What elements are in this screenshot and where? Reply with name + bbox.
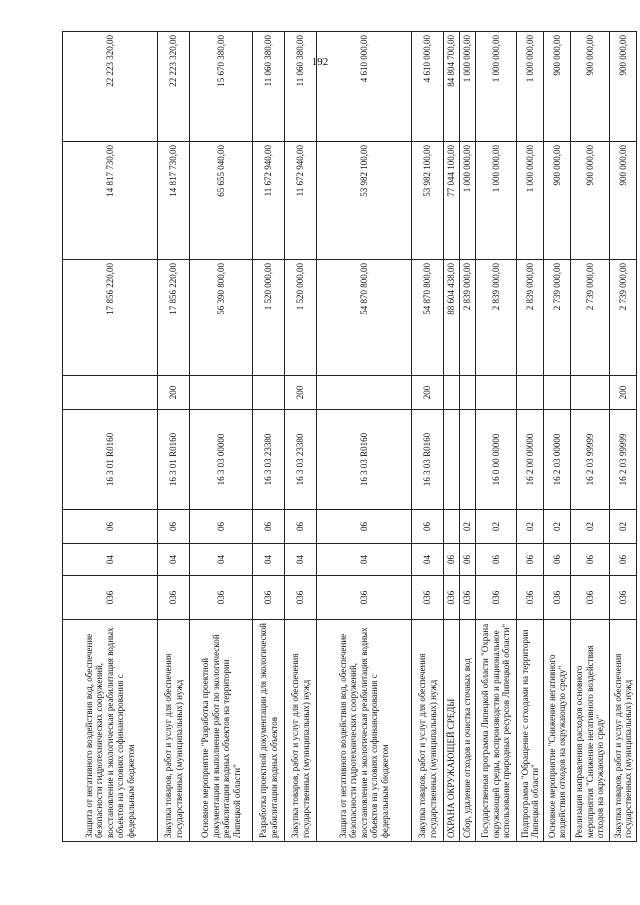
cell-v3: 1 000 000,00: [517, 32, 544, 142]
cell-csr: 16 3 03 R0160: [412, 410, 444, 510]
cell-v2: 11 672 940,00: [253, 142, 285, 260]
cell-v3: 1 000 000,00: [476, 32, 517, 142]
cell-rz: 06: [544, 544, 571, 576]
cell-name: ОХРАНА ОКРУЖАЮЩЕЙ СРЕДЫ: [444, 620, 460, 842]
table-row: [544, 32, 571, 842]
cell-grbs: 036: [517, 576, 544, 620]
cell-rz: 04: [253, 544, 285, 576]
cell-name: Сбор, удаление отходов и очистка сточных вод: [460, 620, 476, 842]
cell-v2: 14 817 730,00: [63, 142, 158, 260]
cell-grbs: 036: [460, 576, 476, 620]
cell-rz: 06: [444, 544, 460, 576]
cell-name: Разработка проектной документации для экологической реабилитации водных объектов: [253, 620, 285, 842]
cell-vr: 200: [158, 376, 190, 410]
cell-pr: 02: [517, 510, 544, 544]
cell-v1: 2 839 000,00: [476, 260, 517, 376]
cell-v2: 53 982 100,00: [317, 142, 412, 260]
cell-rz: 06: [571, 544, 610, 576]
cell-csr: 16 2 00 00000: [517, 410, 544, 510]
table-row: [190, 32, 253, 842]
cell-grbs: 036: [544, 576, 571, 620]
cell-v1: 88 604 438,00: [444, 260, 460, 376]
cell-v2: 65 655 040,00: [190, 142, 253, 260]
cell-v2: 900 000,00: [571, 142, 610, 260]
cell-pr: 02: [610, 510, 637, 544]
cell-grbs: 036: [571, 576, 610, 620]
cell-grbs: 036: [476, 576, 517, 620]
cell-v2: 1 000 000,00: [460, 142, 476, 260]
cell-csr: [444, 410, 460, 510]
page-number: 192: [311, 56, 329, 68]
table-row: [610, 32, 637, 842]
cell-v1: 2 739 000,00: [544, 260, 571, 376]
cell-vr: [571, 376, 610, 410]
cell-v1: 2 739 000,00: [610, 260, 637, 376]
budget-table: [62, 31, 637, 842]
table-row: [63, 32, 158, 842]
cell-pr: 02: [460, 510, 476, 544]
cell-name: Закупка товаров, работ и услуг для обеспечения государственных (муниципальных) нужд: [158, 620, 190, 842]
cell-v2: 1 000 000,00: [476, 142, 517, 260]
cell-pr: [444, 510, 460, 544]
cell-grbs: 036: [63, 576, 158, 620]
cell-name: Защита от негативного воздействия вод, обеспечение безопасности гидротехнических сооружений, восстановление и экологическая реабилитация водных объектов на условиях софинансирования с федеральным бюджетом: [317, 620, 412, 842]
cell-v2: 900 000,00: [544, 142, 571, 260]
cell-csr: 16 3 03 R0160: [317, 410, 412, 510]
cell-name: Закупка товаров, работ и услуг для обеспечения государственных (муниципальных) нужд: [412, 620, 444, 842]
table-row: [444, 32, 460, 842]
table-body: [63, 32, 637, 842]
cell-rz: 06: [610, 544, 637, 576]
cell-csr: 16 3 03 00000: [190, 410, 253, 510]
table-row: [317, 32, 412, 842]
cell-csr: 16 0 00 00000: [476, 410, 517, 510]
cell-csr: 16 3 01 R0160: [158, 410, 190, 510]
cell-vr: [63, 376, 158, 410]
cell-v3: 1 000 000,00: [460, 32, 476, 142]
cell-v1: 2 739 000,00: [571, 260, 610, 376]
cell-csr: 16 2 03 00000: [544, 410, 571, 510]
cell-grbs: 036: [412, 576, 444, 620]
cell-v3: 900 000,00: [610, 32, 637, 142]
cell-vr: [317, 376, 412, 410]
cell-v1: 17 856 220,00: [158, 260, 190, 376]
cell-v3: 22 223 320,00: [158, 32, 190, 142]
table-row: [571, 32, 610, 842]
table-row: [253, 32, 285, 842]
cell-v3: 84 804 700,00: [444, 32, 460, 142]
cell-v1: 56 390 800,00: [190, 260, 253, 376]
cell-csr: 16 2 03 99999: [610, 410, 637, 510]
cell-v3: 11 060 380,00: [253, 32, 285, 142]
cell-v3: 22 223 320,00: [63, 32, 158, 142]
cell-v1: 54 870 800,00: [317, 260, 412, 376]
cell-pr: 06: [317, 510, 412, 544]
cell-grbs: 036: [610, 576, 637, 620]
cell-v3: 900 000,00: [571, 32, 610, 142]
cell-name: Реализация направления расходов основного мероприятия "Снижение негативного воздействия отходов на окружающую среду": [571, 620, 610, 842]
cell-v1: 1 520 000,00: [253, 260, 285, 376]
cell-rz: 04: [412, 544, 444, 576]
cell-name: Основное мероприятие "Разработка проектной документации и выполнение работ по экологической реабилитации водных объектов на территории Липецкой области": [190, 620, 253, 842]
cell-vr: 200: [610, 376, 637, 410]
cell-rz: 06: [476, 544, 517, 576]
cell-v3: 11 060 380,00: [285, 32, 317, 142]
cell-v3: 4 610 000,00: [412, 32, 444, 142]
cell-grbs: 036: [444, 576, 460, 620]
cell-vr: [517, 376, 544, 410]
cell-vr: [460, 376, 476, 410]
cell-v3: 900 000,00: [544, 32, 571, 142]
rotated-table-frame: [62, 32, 633, 842]
cell-vr: [253, 376, 285, 410]
cell-name: Закупка товаров, работ и услуг для обеспечения государственных (муниципальных) нужд: [610, 620, 637, 842]
cell-rz: 04: [63, 544, 158, 576]
cell-rz: 06: [517, 544, 544, 576]
table-row: [476, 32, 517, 842]
table-row: [460, 32, 476, 842]
rotated-table-inner: [62, 32, 633, 842]
cell-name: Основное мероприятие "Снижение негативного воздействия отходов на окружающую среду": [544, 620, 571, 842]
cell-rz: 04: [158, 544, 190, 576]
cell-rz: 06: [460, 544, 476, 576]
cell-pr: 06: [253, 510, 285, 544]
cell-rz: 04: [285, 544, 317, 576]
cell-grbs: 036: [158, 576, 190, 620]
cell-csr: 16 2 03 99999: [571, 410, 610, 510]
cell-v2: 900 000,00: [610, 142, 637, 260]
cell-vr: [190, 376, 253, 410]
cell-rz: 04: [190, 544, 253, 576]
cell-grbs: 036: [190, 576, 253, 620]
cell-v3: 4 610 000,00: [317, 32, 412, 142]
cell-v1: 1 520 000,00: [285, 260, 317, 376]
cell-v2: 77 044 100,00: [444, 142, 460, 260]
cell-v1: 54 870 800,00: [412, 260, 444, 376]
cell-pr: 06: [63, 510, 158, 544]
cell-pr: 06: [285, 510, 317, 544]
cell-csr: 16 3 03 23380: [285, 410, 317, 510]
cell-name: Закупка товаров, работ и услуг для обеспечения государственных (муниципальных) нужд: [285, 620, 317, 842]
cell-vr: [444, 376, 460, 410]
cell-csr: 16 3 03 23380: [253, 410, 285, 510]
cell-grbs: 036: [285, 576, 317, 620]
cell-name: Государственная программа Липецкой области "Охрана окружающей среды, воспроизводство и рациональное использование природных ресурсов Липецкой области": [476, 620, 517, 842]
cell-rz: 04: [317, 544, 412, 576]
cell-v1: 17 856 220,00: [63, 260, 158, 376]
cell-grbs: 036: [317, 576, 412, 620]
table-row: [517, 32, 544, 842]
cell-v3: 15 670 380,00: [190, 32, 253, 142]
cell-v2: 1 000 000,00: [517, 142, 544, 260]
cell-vr: 200: [285, 376, 317, 410]
cell-vr: [544, 376, 571, 410]
cell-csr: 16 3 01 R0160: [63, 410, 158, 510]
cell-v1: 2 839 000,00: [460, 260, 476, 376]
cell-v2: 11 672 940,00: [285, 142, 317, 260]
cell-csr: [460, 410, 476, 510]
cell-pr: 02: [544, 510, 571, 544]
cell-name: Подпрограмма "Обращение с отходами на территории Липецкой области": [517, 620, 544, 842]
cell-vr: 200: [412, 376, 444, 410]
cell-name: Защита от негативного воздействия вод, обеспечение безопасности гидротехнических сооружений, восстановление и экологическая реабилитация водных объектов на условиях софинансирования с федеральным бюджетом: [63, 620, 158, 842]
cell-v2: 14 817 730,00: [158, 142, 190, 260]
table-row: [158, 32, 190, 842]
cell-v2: 53 982 100,00: [412, 142, 444, 260]
cell-pr: 06: [412, 510, 444, 544]
cell-pr: 02: [476, 510, 517, 544]
cell-pr: 06: [158, 510, 190, 544]
cell-vr: [476, 376, 517, 410]
cell-v1: 2 839 000,00: [517, 260, 544, 376]
cell-grbs: 036: [253, 576, 285, 620]
cell-pr: 02: [571, 510, 610, 544]
table-row: [412, 32, 444, 842]
table-row: [285, 32, 317, 842]
cell-pr: 06: [190, 510, 253, 544]
